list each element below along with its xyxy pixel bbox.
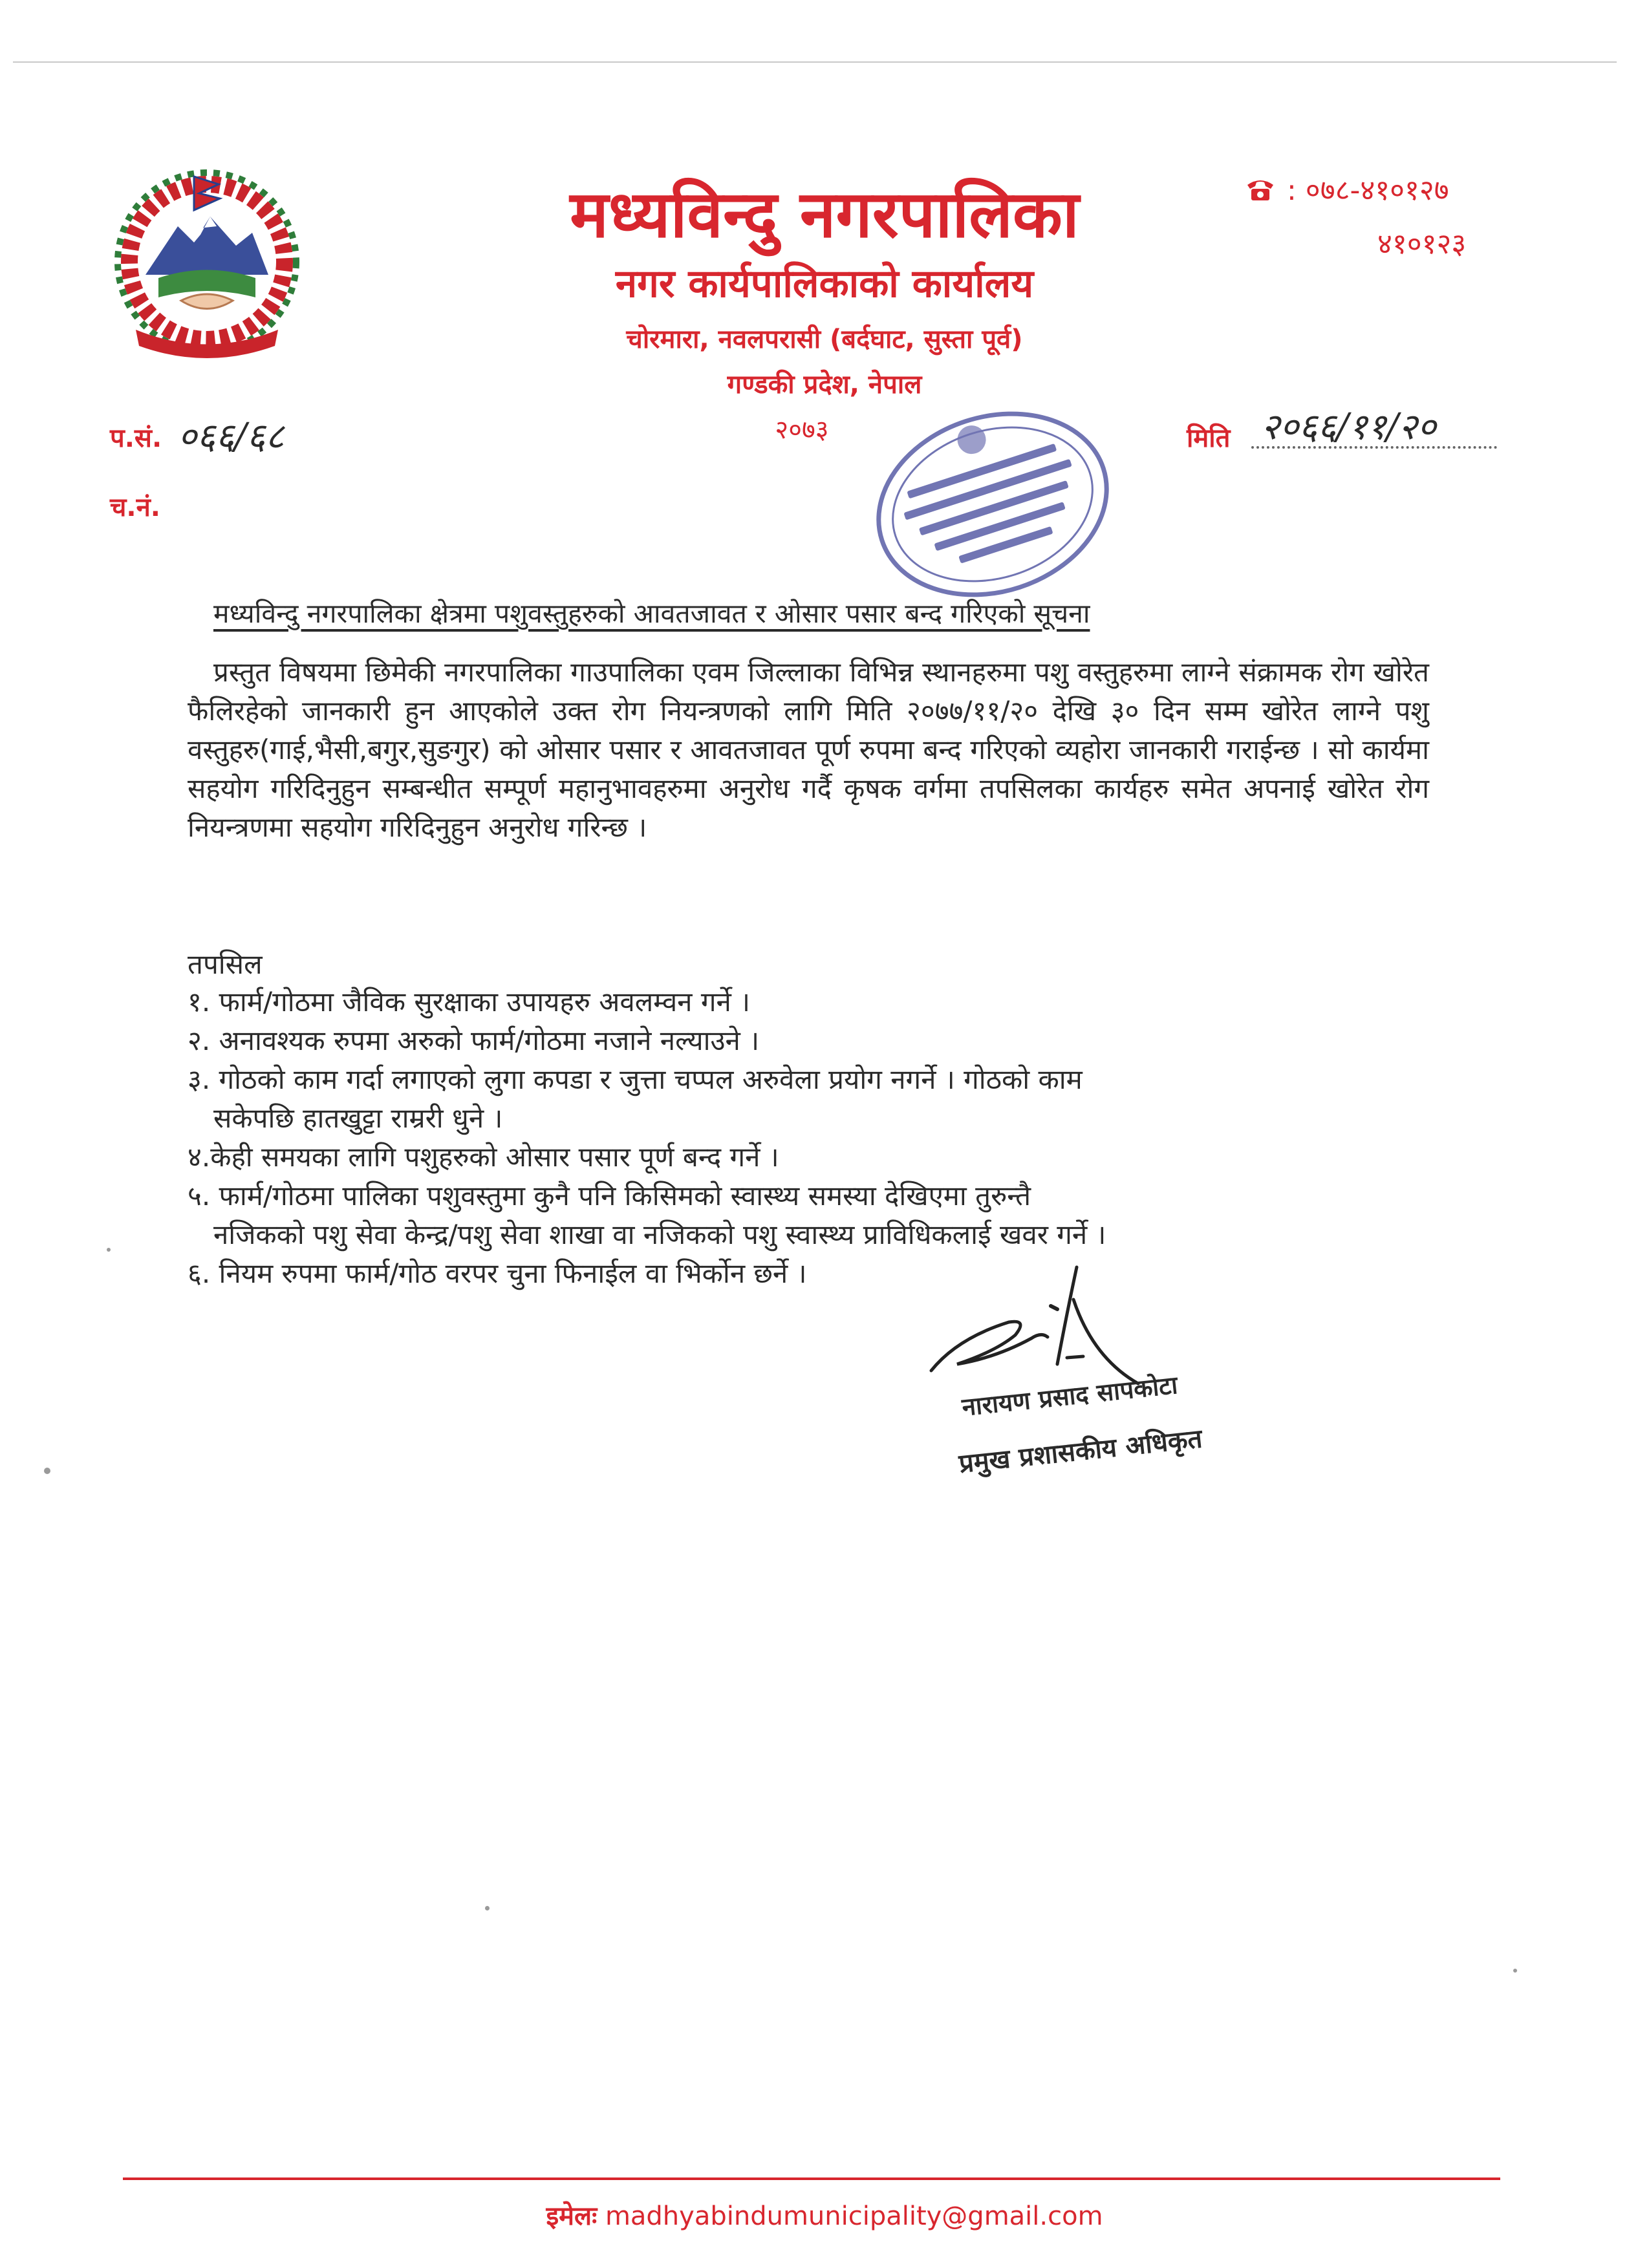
office-stamp: [854, 391, 1132, 617]
footer-rule: [123, 2177, 1500, 2180]
list-item-continuation: नजिकको पशु सेवा केन्द्र/पशु सेवा शाखा वा नजिकको पशु स्वास्थ्य प्राविधिकलाई खवर गर्ने ।: [213, 1219, 1106, 1250]
reference-number-value: ०६६/६८: [178, 416, 285, 458]
date-value: २०६६/११/२०: [1261, 406, 1436, 448]
telephone-icon: [1245, 176, 1276, 202]
handshake-icon: [181, 294, 233, 309]
scan-speck: [485, 1906, 490, 1910]
notice-body: [188, 653, 1429, 847]
date-label: मिति: [1187, 423, 1231, 453]
scan-edge-line: [13, 61, 1617, 63]
scan-speck: [107, 1248, 111, 1252]
signatory-title: प्रमुख प्रशासकीय अधिकृत: [957, 1424, 1204, 1479]
body-paragraph: प्रस्तुत विषयमा छिमेकी नगरपालिका गाउपालिका एवम जिल्लाका विभिन्न स्थानहरुमा पशु वस्तुहरुमा लाग्ने संक्रामक रोग खोरेत फैलिरहेको जानकारी हुन आएकोले उक्त रोग नियन्त्रणको लागि मिति २०७७/११/२० देखि ३० दिन सम्म खोरेत लाग्ने पशु वस्तुहरु(गाई,भैसी,बगुर,सुङगुर) को ओसार पसार र आवतजावत पूर्ण रुपमा बन्द गरिएको व्यहोरा जानकारी गराईन्छ । सो कार्यमा सहयोग गरिदिनुहुन सम्बन्धीत सम्पूर्ण महानुभावहरुमा अनुरोध गर्दै कृषक वर्गमा तपसिलका कार्यहरु समेत अपनाई खोरेत रोग नियन्त्रणमा सहयोग गरिदिनुहुन अनुरोध गरिन्छ ।: [188, 656, 1429, 843]
list-item: ६. नियम रुपमा फार्म/गोठ वरपर चुना फिनाईल वा भिर्कोन छर्ने ।: [188, 1257, 807, 1289]
address-line-2: गण्डकी प्रदेश, नेपाल: [727, 370, 922, 400]
list-item: १. फार्म/गोठमा जैविक सुरक्षाका उपायहरु अवलम्वन गर्ने ।: [188, 986, 751, 1018]
list-item: ३. गोठको काम गर्दा लगाएको लुगा कपडा र जुत्ता चप्पल अरुवेला प्रयोग नगर्ने । गोठको काम: [188, 1064, 1083, 1095]
signatory-name: नारायण प्रसाद सापकोटा: [960, 1370, 1180, 1422]
email-address: madhyabindumunicipality@gmail.com: [605, 2201, 1103, 2231]
list-item: ५. फार्म/गोठमा पालिका पशुवस्तुमा कुनै पनि किसिमको स्वास्थ्य समस्या देखिएमा तुरुन्तै: [188, 1180, 1031, 1212]
phone-number-2: ४१०१२३: [1377, 228, 1467, 261]
notice-subject: मध्यविन्दु नगरपालिका क्षेत्रमा पशुवस्तुहरुको आवतजावत र ओसार पसार बन्द गरिएको सूचना: [213, 598, 1090, 629]
dispatch-number-label: च.नं.: [110, 493, 160, 522]
reference-number-label: प.सं.: [110, 423, 162, 453]
tapasil-heading: तपसिल: [188, 948, 263, 980]
list-item-continuation: सकेपछि हातखुट्टा राम्ररी धुने ।: [213, 1102, 503, 1134]
email-label: इमेलः: [546, 2201, 598, 2231]
municipality-title: मध्यविन्दु नगरपालिका: [570, 177, 1079, 252]
letterhead-year: २०७३: [775, 415, 829, 445]
phone-number-1: : ०७८-४१०१२७: [1287, 174, 1449, 207]
footer-contact: [0, 2197, 1649, 2232]
office-subtitle: नगर कार्यपालिकाको कार्यालय: [615, 261, 1034, 306]
list-item: २. अनावश्यक रुपमा अरुको फार्म/गोठमा नजाने नल्याउने ।: [188, 1025, 760, 1056]
scan-speck: [44, 1468, 50, 1474]
nepal-emblem-icon: [97, 165, 317, 372]
scan-speck: [1513, 1969, 1517, 1973]
tapasil-list: [188, 983, 1436, 1293]
address-line-1: चोरमारा, नवलपरासी (बर्दघाट, सुस्ता पूर्व): [626, 325, 1023, 354]
list-item: ४.केही समयका लागि पशुहरुको ओसार पसार पूर्ण बन्द गर्ने ।: [188, 1141, 779, 1173]
